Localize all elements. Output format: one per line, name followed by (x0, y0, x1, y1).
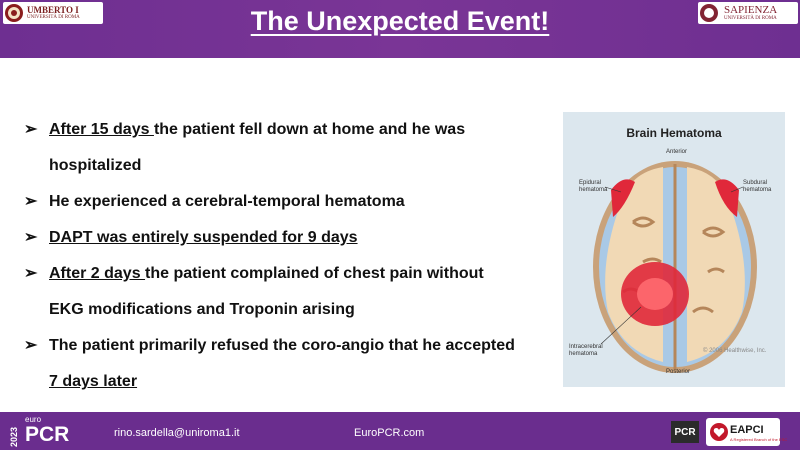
epidural-label: Epidural hematoma (579, 180, 608, 193)
arrow-bullet-icon: ➢ (24, 337, 38, 354)
sapienza-sub: UNIVERSITÀ DI ROMA (724, 15, 777, 21)
posterior-label: Posterior (666, 369, 691, 375)
bullet-item: ➢ The patient primarily refused the coro-angio that he accepted 7 days later (24, 328, 564, 400)
anterior-label: Anterior (666, 149, 688, 155)
umberto-logo (3, 2, 103, 24)
bullet-item: ➢ After 2 days the patient complained of chest pain without EKG modifications and Troponin arising (24, 256, 564, 328)
footer-brand: PCR (25, 423, 70, 446)
bullet-item: ➢ DAPT was entirely suspended for 9 days (24, 220, 564, 256)
intracerebral-label: Intracerebral hematoma (569, 344, 603, 357)
brain-hematoma-figure (563, 112, 785, 387)
sapienza-name: SAPIENZA (724, 3, 778, 16)
footer-email[interactable]: rino.sardella@uniroma1.it (114, 427, 240, 439)
umberto-name: UMBERTO I (27, 4, 79, 15)
heart-icon (709, 422, 729, 442)
footer-brand-small: euro (25, 415, 42, 424)
umberto-seal-icon (3, 2, 25, 24)
bullet-list (24, 112, 564, 400)
umberto-sub: UNIVERSITÀ DI ROMA (27, 14, 80, 20)
copyright-label: © 2006 Healthwise, Inc. (703, 348, 767, 354)
figure-title: Brain Hematoma (626, 126, 722, 140)
pcr-badge: PCR (671, 421, 699, 443)
footer-year: 2023 (9, 426, 19, 447)
subdural-label: Subdural hematoma (743, 180, 772, 193)
arrow-bullet-icon: ➢ (24, 265, 38, 282)
arrow-bullet-icon: ➢ (24, 193, 38, 210)
sapienza-logo (698, 2, 798, 24)
eapci-logo (706, 418, 788, 446)
bullet-item: ➢ After 15 days the patient fell down at home and he was hospitalized (24, 112, 564, 184)
bullet-item: ➢ He experienced a cerebral-temporal hematoma (24, 184, 564, 220)
europcr-logo (3, 414, 83, 448)
slide-title: The Unexpected Event! (250, 6, 550, 36)
arrow-bullet-icon: ➢ (24, 121, 38, 138)
footer-site[interactable]: EuroPCR.com (354, 427, 425, 439)
sapienza-seal-icon (698, 2, 720, 24)
eapci-text: EAPCI (730, 424, 764, 436)
eapci-sub: A Registered Branch of the ESC (730, 437, 788, 442)
arrow-bullet-icon: ➢ (24, 229, 38, 246)
